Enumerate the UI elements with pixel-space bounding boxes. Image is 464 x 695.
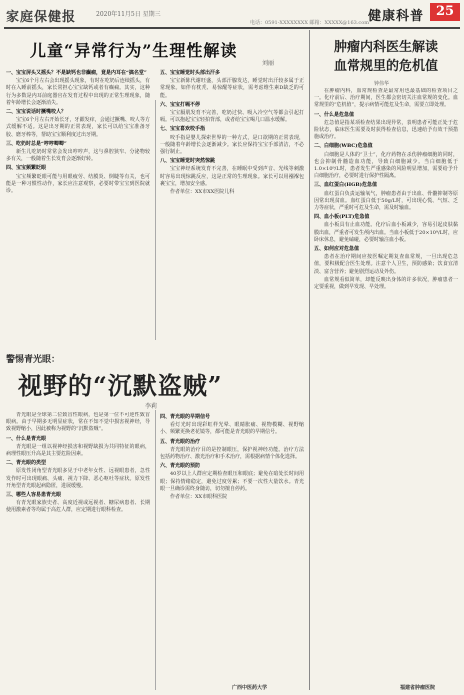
contact-info: 电话：0591-XXXXXXXX 邮箱：XXXXX@163.com bbox=[250, 20, 369, 26]
article3-author: 钟伟华 bbox=[374, 81, 390, 87]
article3-title-line1: 肿瘤内科医生解读 bbox=[333, 40, 438, 55]
article3-title-line2: 血常规里的危机值 bbox=[333, 59, 438, 74]
subheading: 一、什么是青光眼 bbox=[6, 435, 47, 442]
paragraph: 宝宝膈肌发育不完善，吃奶过快、吸入冷空气等都会引起打嗝。可以抱起宝宝轻拍背部，或者给宝宝喝几口温水缓解。 bbox=[160, 110, 304, 124]
subheading: 八、宝宝睡觉时突然惊跳 bbox=[160, 158, 216, 165]
subheading: 二、青光眼的类型 bbox=[6, 460, 47, 467]
subheading: 六、宝宝打嗝不停 bbox=[160, 101, 201, 108]
subheading: 三、吃奶时总是“哼哼唧唧” bbox=[6, 140, 67, 147]
column-divider bbox=[309, 30, 310, 690]
subheading: 三、哪些人容易患青光眼 bbox=[6, 492, 62, 499]
subheading: 一、什么是危急值 bbox=[314, 111, 355, 118]
article2-author: 李莉 bbox=[145, 403, 158, 410]
paragraph: 原发性闭角型青光眼多见于中老年女性、远视眼患者，急性发作时可出现眼痛、头痛、视力下降、恶心呕吐等症状。原发性开角型青光眼起病隐匿，进展缓慢。 bbox=[6, 468, 150, 489]
subheading: 三、血红蛋白(HGB)危急值 bbox=[314, 182, 377, 189]
section-title-right: 健康科普 bbox=[368, 9, 425, 24]
paragraph: 危急值是指某项检查结果出现异常，表明患者可能正处于危险状态，临床医生需要及时获得检查信息，迅速给予有效干预措施或治疗。 bbox=[314, 119, 458, 141]
article3-footer: 福建省肿瘤医院 bbox=[400, 685, 436, 691]
subheading: 四、血小板(PLT)危急值 bbox=[314, 214, 370, 221]
column-divider-article1 bbox=[155, 100, 156, 340]
subheading: 四、宝宝频繁眨眼 bbox=[6, 165, 47, 172]
subheading: 六、青光眼的预防 bbox=[160, 463, 201, 470]
paragraph: 在肿瘤内科，血常规检查是最常用也最基础的检查项目之一。化疗前后、治疗期间，医生都会密切关注血常规的变化。血常规里的“危机值”，提示病情可能危及生命，需要立即处理。 bbox=[314, 88, 458, 109]
subheading: 五、如何应对危急值 bbox=[314, 246, 360, 253]
paragraph: 咬手指是婴儿探索世界的一种方式，是口欲期的正常表现，一般随着年龄增长会逐渐减少。家长应保持宝宝手部清洁，不必强行制止。 bbox=[160, 134, 304, 156]
article3-title bbox=[318, 38, 454, 76]
article2-title: 视野的“沉默盗贼” bbox=[18, 371, 223, 400]
paragraph: 血常规看似简单，却能反映出身体的许多状况，肿瘤患者一定要重视，做到早发现、早处理。 bbox=[314, 276, 458, 291]
article2-column-2 bbox=[160, 412, 304, 682]
paragraph: 新生儿吃奶时常常会发出哼哼声，这与鼻腔狭窄、分泌物较多有关，一般随着生长发育会逐渐好转。 bbox=[6, 149, 150, 163]
article2-tag: 警惕青光眼： bbox=[6, 355, 61, 365]
paragraph: 看灯光时出现彩虹样光晕、眼睛胀痛、视物模糊、视野缩小、频繁更换老花镜等，都可能是青光眼的早期信号。 bbox=[160, 422, 304, 436]
paragraph: 血小板具有止血功能。化疗后血小板减少，容易引起皮肤黏膜出血，严重者可发生颅内出血。当血小板低于20×10⁹/L时，应卧床休息，避免磕碰，必要时输注血小板。 bbox=[314, 222, 458, 243]
paragraph: 青光眼是全球第二位致盲性眼病，也是第一位不可逆性致盲眼病。由于早期多无明显症状，常在不知不觉中损害视神经，导致视野缩小，因此被称为视野的“沉默盗贼”。 bbox=[6, 412, 150, 433]
subheading: 五、青光眼的治疗 bbox=[160, 438, 201, 445]
paragraph: 血红蛋白负责运输氧气，肿瘤患者由于出血、骨髓抑制等原因常出现贫血。血红蛋白低于50g/L时，可出现心慌、气短、乏力等症状，严重时可危及生命，需及时输血。 bbox=[314, 190, 458, 212]
paragraph: 宝宝频繁眨眼可能与用眼疲劳、结膜炎、倒睫等有关，也可能是一种习惯性动作，家长应注意观察，必要时带宝宝到医院就诊。 bbox=[6, 173, 150, 195]
paragraph: 患者在治疗期间应按医嘱定期复查血常规，一旦出现危急值，要积极配合医生处理。注意个人卫生，预防感染；饮食宜清淡、富含营养；避免剧烈运动及外伤。 bbox=[314, 254, 458, 275]
article2-footer: 广西中医药大学 bbox=[232, 685, 268, 691]
page-number: 25 bbox=[430, 3, 460, 21]
article2-column-1 bbox=[6, 412, 150, 688]
article1-column-2 bbox=[160, 68, 304, 346]
paragraph: 宝宝神经系统发育不完善，在睡眠中受到声音、光线等刺激时容易出现惊跳反应，这是正常的生理现象。家长可以用襁褓包裹宝宝，增加安全感。 bbox=[160, 166, 304, 187]
paragraph: 40岁以上人群应定期检查眼压和眼底；避免在暗处长时间用眼；保持情绪稳定，避免过度劳累；不要一次性大量饮水。青光眼一旦确诊需终身随访，切勿擅自停药。 bbox=[160, 471, 304, 492]
article3-column bbox=[314, 88, 458, 680]
column-divider-article2 bbox=[155, 410, 156, 690]
subheading: 二、宝宝说话时撅嘴咬人？ bbox=[6, 109, 67, 116]
paragraph: 宝宝6个月左右开始长牙，牙龈发痒，会通过撅嘴、咬人等方式缓解不适。这是出牙期的正常表现，家长可以给宝宝准备牙胶、磨牙棒等，帮助宝宝顺利度过出牙期。 bbox=[6, 117, 150, 138]
paragraph: 青光眼的治疗目的是控制眼压，保护视神经功能。治疗方法包括药物治疗、激光治疗和手术治疗，需根据病情个体化选择。 bbox=[160, 446, 304, 461]
subheading: 七、宝宝喜欢咬手指 bbox=[160, 126, 206, 133]
header-rule bbox=[4, 27, 460, 29]
article1-author: 刘丽 bbox=[262, 60, 275, 67]
paragraph: 宝宝6个月左右会出现摇头现象，有时在吃奶后连续摇头，有时在入睡前摇头，家长常担心宝宝缺钙或者有癫痫。其实，这种行为多数是内耳前庭器官在发育过程中出现的正常生理现象，随着年龄增长会逐渐消失。 bbox=[6, 78, 150, 106]
page-header bbox=[0, 0, 464, 28]
article1-column-1 bbox=[6, 68, 150, 346]
section-title-left: 家庭保健报 bbox=[6, 10, 77, 25]
paragraph: 宝宝新陈代谢旺盛，头部汗腺发达，睡觉时出汗较多属于正常现象。如伴有枕秃、易惊醒等症状，需考虑维生素D缺乏的可能。 bbox=[160, 78, 304, 99]
subheading: 一、宝宝屏头又摇头？不是缺钙也非癫痫，竟是内耳在“搞名堂” bbox=[6, 70, 147, 76]
paragraph: 作者单位：XX市XX医院儿科 bbox=[170, 189, 235, 196]
article1-title: 儿童“异常行为”生理性解读 bbox=[30, 41, 238, 60]
subheading: 五、宝宝睡觉时头部出汗多 bbox=[160, 70, 221, 76]
paragraph: 青光眼是一组以视神经损害和视野缺损为共同特征的眼病，病理性眼压升高是其主要危险因素。 bbox=[6, 443, 150, 458]
paragraph: 白细胞是人体的“卫士”，化疗药物在杀伤肿瘤细胞的同时，也会抑制骨髓造血功能，导致白细胞减少。当白细胞低于1.0×10⁹/L时，患者发生严重感染的风险明显增加，需要给予升白细胞治疗，必要时进行保护性隔离。 bbox=[314, 151, 458, 180]
paragraph: 作者单位：XX市眼科医院 bbox=[170, 494, 228, 501]
issue-date: 2020年11月5日 星期三 bbox=[96, 11, 161, 18]
paragraph: 有青光眼家族史者、高度近视或远视者、糖尿病患者、长期使用激素者等均属于高危人群，应定期进行眼科检查。 bbox=[6, 500, 150, 514]
subheading: 二、白细胞(WBC)危急值 bbox=[314, 143, 373, 150]
subheading: 四、青光眼的早期信号 bbox=[160, 414, 211, 420]
